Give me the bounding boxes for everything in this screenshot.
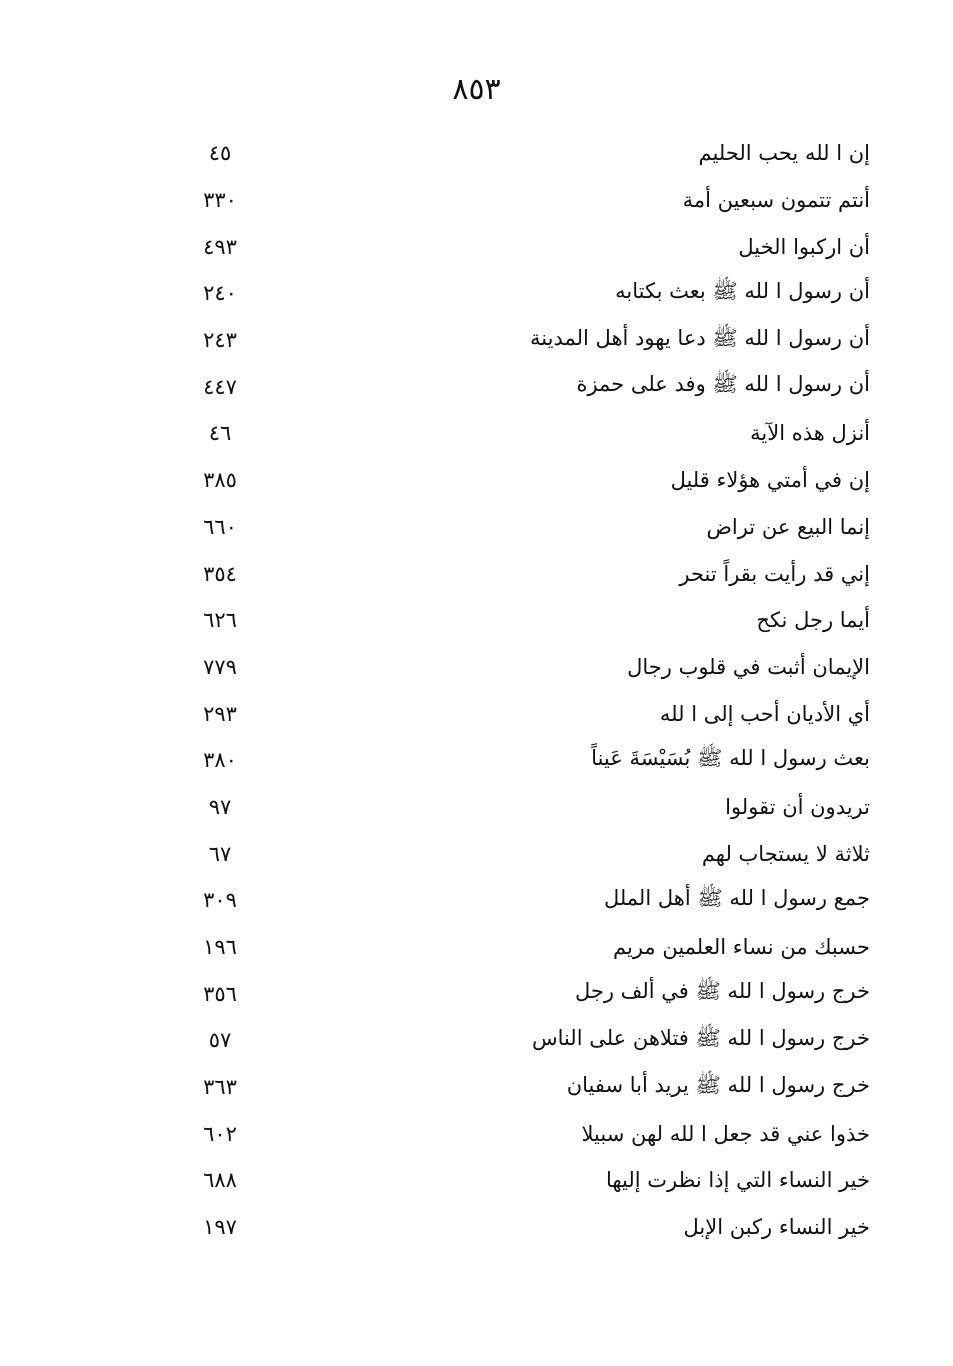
page-reference-number: ٩٧ [208,794,232,819]
hadith-text: خير النساء التي إذا نظرت إليها [605,1168,870,1193]
page-reference-number: ٣٨٠ [203,748,237,773]
page-reference-number: ٣٦٣ [203,1075,237,1100]
index-row [180,223,870,270]
hadith-text: خرج رسول ا لله ﷺ في ألف رجل [574,979,870,1004]
hadith-text: أنزل هذه الآية [750,421,870,446]
index-row [180,1064,870,1111]
index-row [180,690,870,737]
index-row [180,504,870,551]
index-row [180,1017,870,1064]
index-row [180,550,870,597]
index-row [180,644,870,691]
page-number: ٨٥٣ [452,72,501,107]
page-reference-number: ٣٨٥ [203,468,237,493]
page-reference-number: ١٩٧ [203,1215,237,1240]
page-reference-number: ٣٣٠ [203,188,237,213]
hadith-text: أن اركبوا الخيل [738,234,870,259]
page-reference-number: ٣٠٩ [203,888,237,913]
hadith-text: تريدون أن تقولوا [725,794,870,819]
hadith-text: إن في أمتي هؤلاء قليل [670,468,870,493]
index-row [180,177,870,224]
index-row [180,410,870,457]
hadith-text: خذوا عني قد جعل ا لله لهن سبيلا [581,1121,870,1146]
index-row [180,270,870,317]
hadith-text: خرج رسول ا لله ﷺ فتلاهن على الناس [531,1025,870,1050]
hadith-text: جمع رسول ا لله ﷺ أهل الملل [603,885,870,910]
index-row [180,877,870,924]
page-reference-number: ٤٦ [208,421,232,446]
index-row [180,130,870,177]
index-row [180,784,870,831]
page-reference-number: ٦٨٨ [203,1168,237,1193]
index-row [180,457,870,504]
hadith-index-list [180,130,870,1251]
index-row [180,924,870,971]
page-reference-number: ٦٠٢ [203,1121,237,1146]
hadith-text: إن ا لله يحب الحليم [698,141,870,166]
hadith-text: إني قد رأيت بقراً تنحر [679,561,870,586]
page-reference-number: ٢٤٣ [203,328,237,353]
index-row [180,1157,870,1204]
index-row [180,970,870,1017]
page-reference-number: ٦٢٦ [203,608,237,633]
index-row [180,317,870,364]
page-reference-number: ٦٦٠ [203,514,237,539]
hadith-text: أي الأديان أحب إلى ا لله [659,701,870,726]
page-reference-number: ٥٧ [208,1028,232,1053]
page-reference-number: ٤٥ [208,141,232,166]
page-reference-number: ٧٧٩ [203,654,237,679]
hadith-text: خرج رسول ا لله ﷺ يريد أبا سفيان [566,1072,870,1097]
page-reference-number: ٤٩٣ [203,234,237,259]
page-reference-number: ٣٥٦ [203,981,237,1006]
hadith-text: ثلاثة لا يستجاب لهم [701,841,870,866]
index-row [180,830,870,877]
page-reference-number: ٢٤٠ [203,281,237,306]
page-reference-number: ٢٩٣ [203,701,237,726]
page-reference-number: ٦٧ [208,841,232,866]
page-reference-number: ٤٤٧ [203,374,237,399]
index-row [180,363,870,410]
hadith-text: بعث رسول ا لله ﷺ بُسَيْسَةَ عَيناً [591,745,870,770]
hadith-text: أيما رجل نكح [756,608,870,633]
index-row [180,597,870,644]
hadith-text: أن رسول ا لله ﷺ وفد على حمزة [576,372,870,397]
hadith-text: أنتم تتمون سبعين أمة [682,188,870,213]
hadith-text: أن رسول ا لله ﷺ بعث بكتابه [615,278,870,303]
hadith-text: إنما البيع عن تراض [706,514,870,539]
hadith-text: أن رسول ا لله ﷺ دعا يهود أهل المدينة [530,325,870,350]
index-row [180,1204,870,1251]
hadith-text: حسبك من نساء العلمين مريم [613,935,870,960]
page-reference-number: ١٩٦ [203,935,237,960]
page-reference-number: ٣٥٤ [203,561,237,586]
hadith-text: خير النساء ركبن الإبل [683,1215,870,1240]
index-row [180,1110,870,1157]
index-row [180,737,870,784]
hadith-text: الإيمان أثبت في قلوب رجال [627,654,870,679]
